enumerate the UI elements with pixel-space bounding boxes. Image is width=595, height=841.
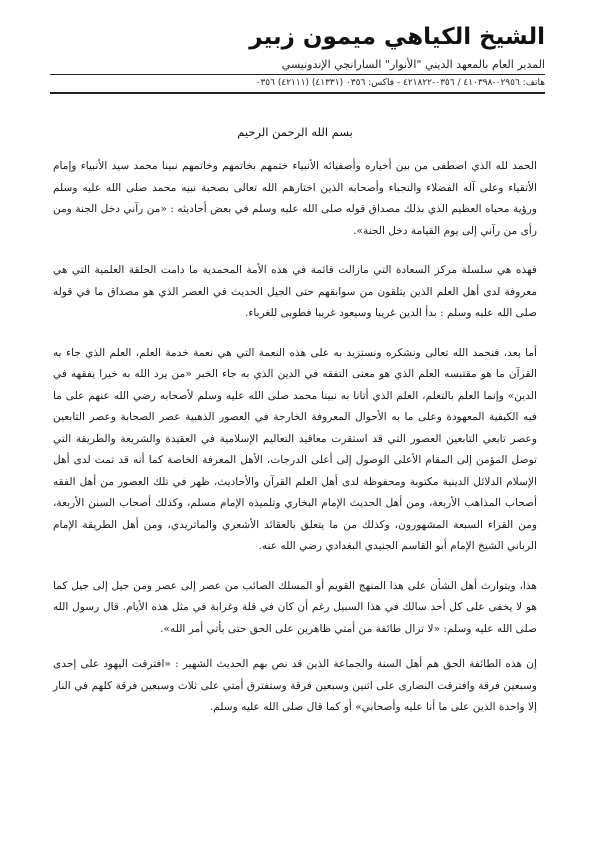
letterhead-divider-top [50,74,545,75]
basmala: بسم الله الرحمن الرحيم [237,125,353,139]
letterhead-role: المدير العام بالمعهد الديني "الأنوار" السارانجي الإندونيسي [281,58,545,71]
paragraph-4: هذا، ويتوارث أهل الشأن على هذا المنهج القويم أو المسلك الصائب من عصر إلى عصر ومن جيل إلى جيل كما هو لا يخفى على كل أحد سالك في هذا السبيل رغم أن كان في قلة وغرابة في مثل هذه الأيام. قال رسول الله صلى الله عليه وسلم: «لا تزال طائفة من أمتي ظاهرين على الحق حتى يأتي أمر الله». [53,579,537,635]
paragraph-5: إن هذه الطائفة الحق هم أهل السنة والجماعة الذين قد نص بهم الحديث الشهير : «افترقت اليهود على إحدى وسبعين فرقة وافترقت النصارى على اثنين وسبعين فرقة وستفترق أمتي على ثلاث وسبعين فرقة كلهم في النار إلا واحدة الذين على ما أنا عليه وأصحابي» أو كما قال صلى الله عليه وسلم. [53,658,537,713]
letter-body [53,124,537,733]
paragraph-2: فهذه هي سلسلة مركز السعادة التي مازالت قائمة في هذه الأمة المحمدية ما دامت الحلقة العلمية التي هي معروفة لدى أهل العلم الذين يتلقون من سوابقهم حتى الجيل الحديث في العصر الذي هو مصداق ما في قوله صلى الله عليه وسلم : بدأ الدين غريبا وسيعود غريبا فطوبى للغرباء. [53,264,537,319]
paragraph-1: الحمد لله الذي اصطفى من بين أخياره وأصفيائه الأنبياء ختمهم بخاتمهم وخاتمهم نبينا محمد سيد الأنبياء وإمام الأتقياء وعلى آله الفضلاء والنجباء وأصحابه الذين اختارهم الله تعالى بصحبة نبيه محمد صلى الله عليه وسلم ورؤية محياه العظيم الذي بذلك مصداق قوله صلى الله عليه وسلم في بعض أحاديثه : «من رآني دخل الجنة ومن رأى من رآني إلى يوم القيامة دخل الجنة». [53,160,537,237]
letterhead [50,22,545,94]
letterhead-name: الشيخ الكياهي ميمون زبير [249,24,545,50]
letterhead-contact: هاتف: ٠٢٩٥٦-٤١٠٣٩٨ / ٠٣٥٦-٤٢١٨٢٢ - فاكس: ٠٣٥٦ (٤١٣٣١) (٤٢١١١) ٠٣٥٦ [255,78,545,88]
paragraph-3: أما بعد، فنحمد الله تعالى ونشكره ونستزيد به على هذه النعمة التي هي نعمة خدمة العلم، العلم الذي جاء به القرآن ما هو مقتبسه العلم الذي هو معنى التفقه في الدين الذي به جاء الخبر «من يرد الله به خيرا يفقهه في الدين» وإنما العلم بالتعلم، العلم الذي أتانا به نبينا محمد صلى الله عليه وسلم لأصحابه رضي الله عنهم على ما فيه الكيفية المعهودة وعلى ما به الأحوال المعروفة الخارجة في العصور الذهبية عصر الصحابة وعصر التابعين وعصر تابعي التابعين العصور التي قد استقرت معاقيد التعاليم الإسلامية في العقيدة والشريعة والطريقة التي توصل المؤمن إلى المقام الأعلى الوصول إلى أعلى الدرجات، الأهل المعرفة الخاصة كما أنه قد تمت لدى أهل الإسلام الدلائل الدينية مكتوبة ومحفوظة لدى أهل العلم القرآن والأحاديث، ظهر في تلك العصور من أهل الفقه أصحاب المذاهب الأربعة، ومن أهل الحديث الإمام البخاري وتلميذه الإمام مسلم، وكذلك أصحاب السنن الأربعة، ومن القراء السبعة المشهورون، وكذلك من ما يتعلق بالعقائد الأشعري والماتريدي، ومن أهل الطريقة الإمام الرباني الشيخ الإمام أبو القاسم الجنيدي البغدادي رضي الله عنه. [53,346,537,552]
letterhead-divider-bottom [50,92,545,94]
